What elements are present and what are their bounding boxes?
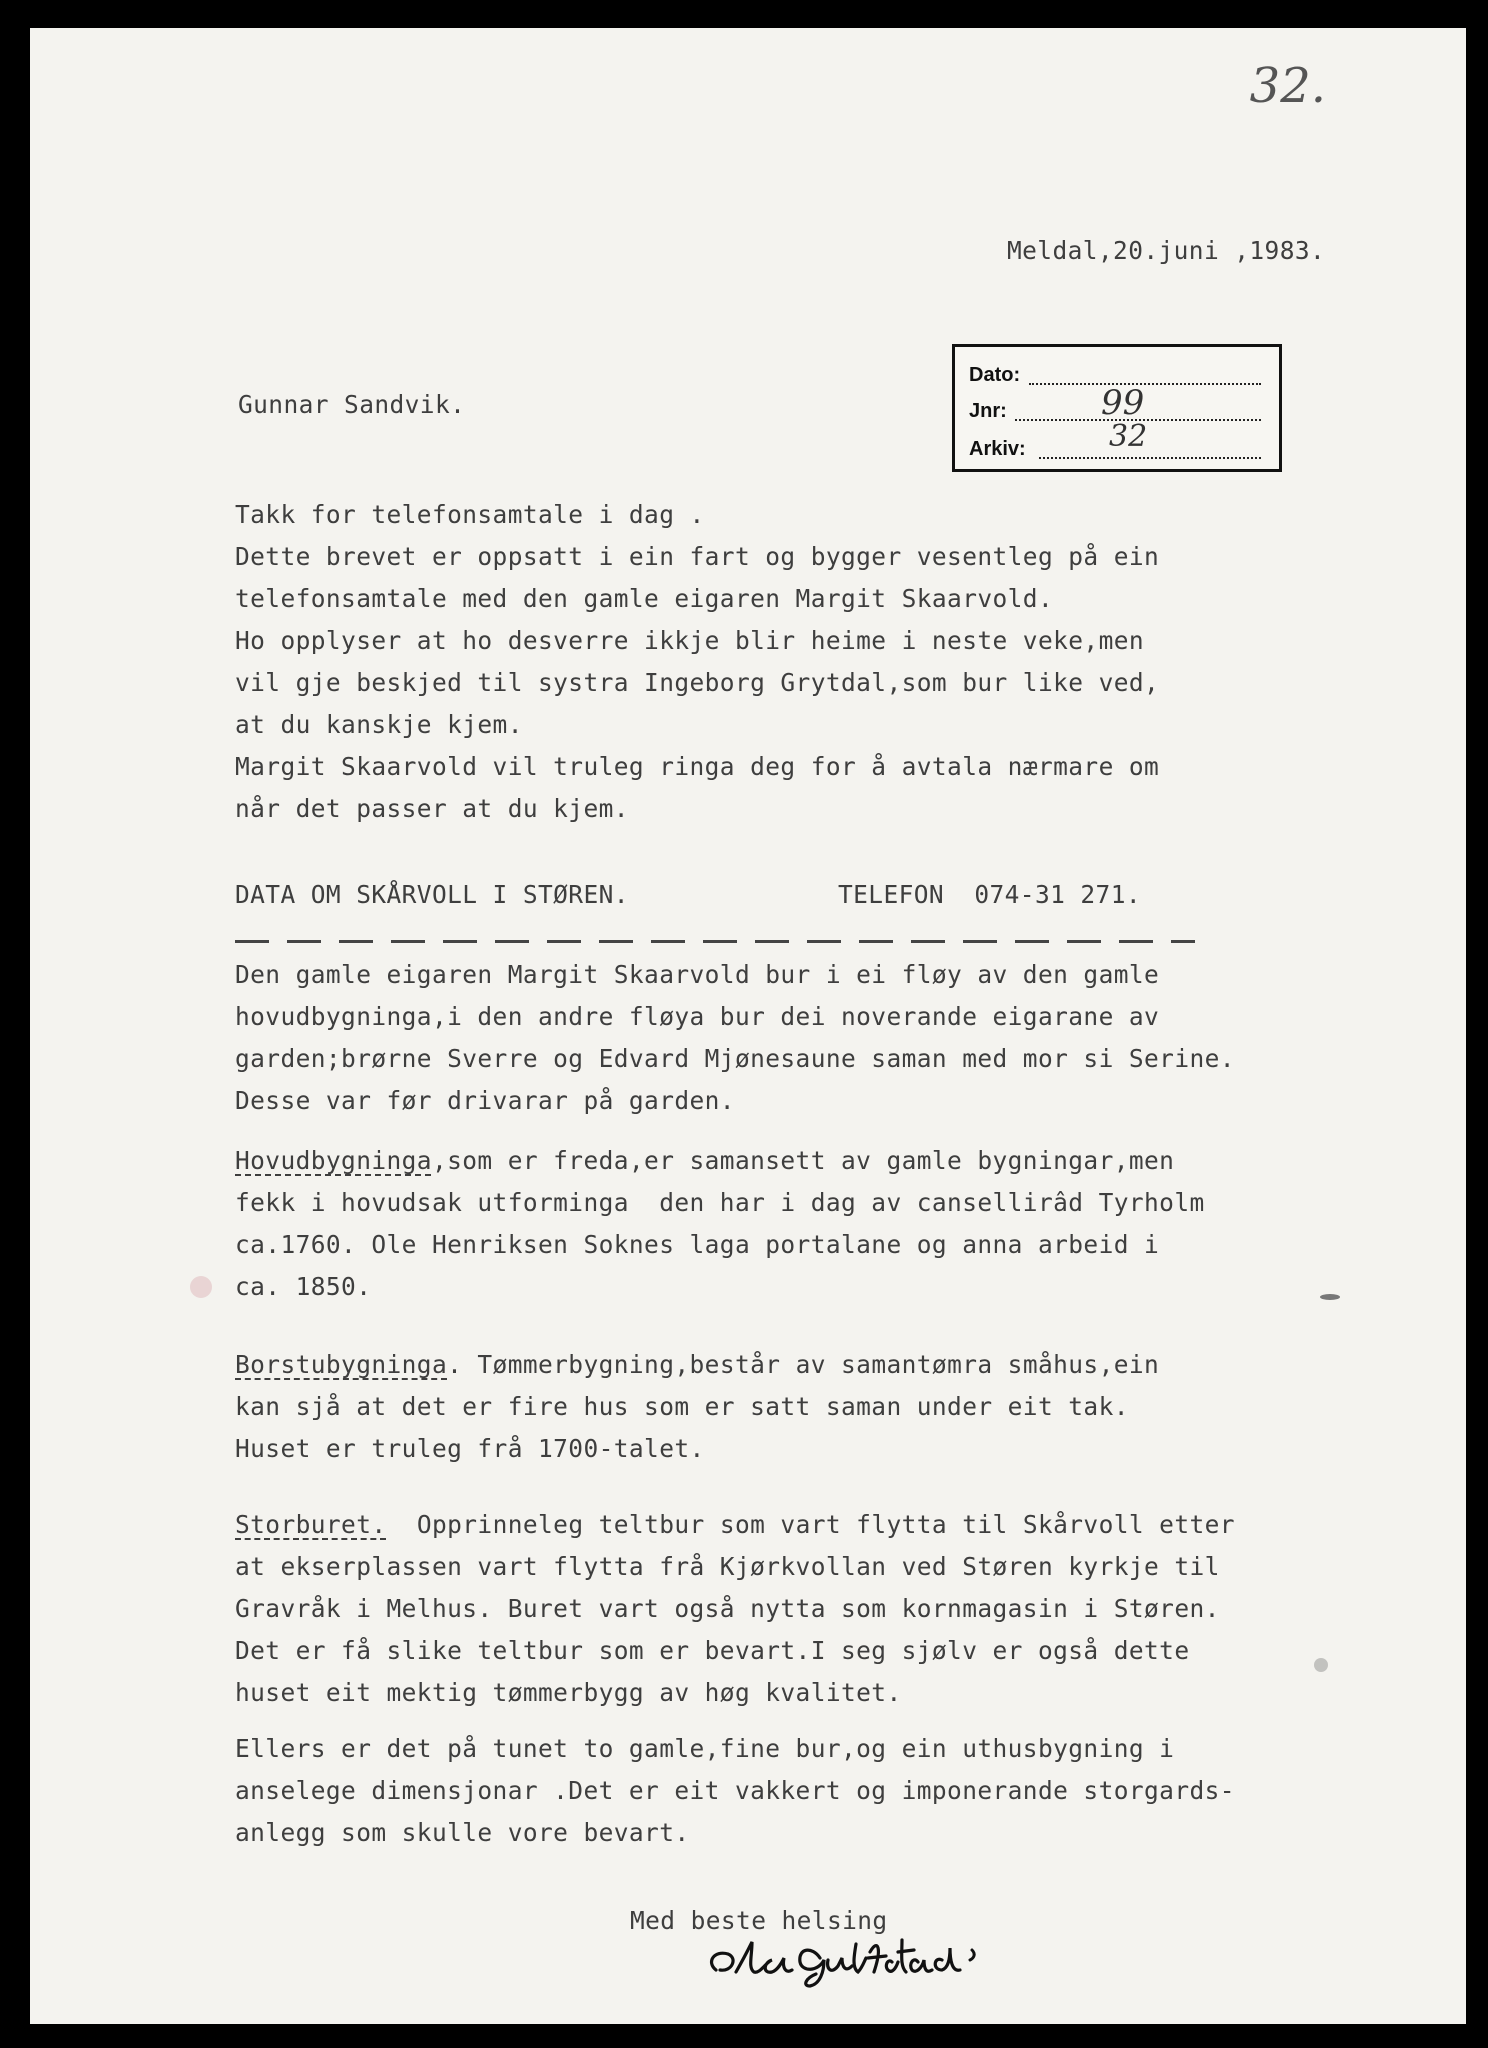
text-line: ca.1760. Ole Henriksen Soknes laga portalane og anna arbeid i bbox=[235, 1230, 1160, 1259]
date-line: Meldal,20.juni ,1983. bbox=[1007, 236, 1326, 265]
section-heading: DATA OM SKÅRVOLL I STØREN. bbox=[235, 880, 629, 909]
paragraph-storburet bbox=[235, 1504, 1235, 1714]
text-line: Huset er truleg frå 1700-talet. bbox=[235, 1434, 705, 1463]
paragraph-owners bbox=[235, 954, 1235, 1122]
text-line bbox=[235, 1504, 1235, 1546]
lead-word-storburet: Storburet. bbox=[235, 1510, 387, 1539]
intro-line: at du kanskje kjem. bbox=[235, 710, 523, 739]
heading-phone: TELEFON 074-31 271. bbox=[838, 880, 1142, 909]
text-line: hovudbygninga,i den andre fløya bur dei noverande eigarane av bbox=[235, 1002, 1160, 1031]
intro-line: Dette brevet er oppsatt i ein fart og bygger vesentleg på ein bbox=[235, 542, 1160, 571]
text-fragment: ,som er freda,er samansett av gamle bygningar,men bbox=[431, 1146, 1175, 1175]
text-line: at ekserplassen vart flytta frå Kjørkvollan ved Støren kyrkje til bbox=[235, 1552, 1220, 1581]
handwritten-signature bbox=[702, 1928, 1042, 1992]
text-line: Ellers er det på tunet to gamle,fine bur,og ein uthusbygning i bbox=[235, 1734, 1175, 1763]
intro-paragraph bbox=[235, 494, 1159, 830]
text-line: anselege dimensjonar .Det er eit vakkert og imponerande storgards- bbox=[235, 1776, 1235, 1805]
stamp-dato-label: Dato: bbox=[969, 364, 1021, 386]
stamp-jnr-label: Jnr: bbox=[969, 400, 1007, 422]
signature-drawing bbox=[702, 1928, 1042, 1992]
stamp-jnr-value: 99 bbox=[1101, 383, 1145, 423]
ink-mark bbox=[1320, 1294, 1340, 1300]
text-line bbox=[235, 1344, 1159, 1386]
text-line: Gravråk i Melhus. Buret vart også nytta som kornmagasin i Støren. bbox=[235, 1594, 1220, 1623]
text-fragment: . Tømmerbygning,består av samantømra småhus,ein bbox=[447, 1350, 1160, 1379]
stamp-arkiv-label: Arkiv: bbox=[969, 438, 1026, 460]
intro-line: telefonsamtale med den gamle eigaren Margit Skaarvold. bbox=[235, 584, 1054, 613]
stamp-arkiv-value: 32 bbox=[1109, 419, 1148, 454]
text-line: huset eit mektig tømmerbygg av høg kvalitet. bbox=[235, 1678, 902, 1707]
archive-stamp bbox=[952, 344, 1282, 472]
intro-line: vil gje beskjed til systra Ingeborg Grytdal,som bur like ved, bbox=[235, 668, 1160, 697]
intro-line: Ho opplyser at ho desverre ikkje blir heime i neste veke,men bbox=[235, 626, 1145, 655]
stain-mark bbox=[190, 1276, 212, 1298]
ink-mark bbox=[1314, 1658, 1328, 1672]
paragraph-hovudbygninga bbox=[235, 1140, 1205, 1308]
text-line: ca. 1850. bbox=[235, 1272, 372, 1301]
text-line: garden;brørne Sverre og Edvard Mjønesaune saman med mor si Serine. bbox=[235, 1044, 1235, 1073]
closing-greeting: Med beste helsing bbox=[630, 1906, 888, 1935]
heading-dashed-rule bbox=[235, 940, 1195, 943]
text-line bbox=[235, 1140, 1205, 1182]
intro-line: Margit Skaarvold vil truleg ringa deg for å avtala nærmare om bbox=[235, 752, 1160, 781]
text-line: Den gamle eigaren Margit Skaarvold bur i ei fløy av den gamle bbox=[235, 960, 1160, 989]
intro-line: når det passer at du kjem. bbox=[235, 794, 629, 823]
text-line: Desse var før drivarar på garden. bbox=[235, 1086, 735, 1115]
recipient: Gunnar Sandvik. bbox=[238, 390, 466, 419]
stamp-dato-line bbox=[1029, 383, 1261, 385]
stamp-arkiv-row bbox=[969, 419, 1269, 463]
stamp-arkiv-line bbox=[1039, 457, 1261, 459]
lead-word-borstubygninga: Borstubygninga bbox=[235, 1350, 448, 1379]
lead-word-hovudbygninga: Hovudbygninga bbox=[235, 1146, 432, 1175]
letter-page bbox=[30, 28, 1466, 2024]
text-line: kan sjå at det er fire hus som er satt saman under eit tak. bbox=[235, 1392, 1129, 1421]
paragraph-borstubygninga bbox=[235, 1344, 1159, 1470]
intro-line: Takk for telefonsamtale i dag . bbox=[235, 500, 705, 529]
text-line: fekk i hovudsak utforminga den har i dag av cansellirâd Tyrholm bbox=[235, 1188, 1205, 1217]
text-line: anlegg som skulle vore bevart. bbox=[235, 1818, 690, 1847]
page-number: 32. bbox=[1249, 58, 1326, 114]
text-fragment: Opprinneleg teltbur som vart flytta til Skårvoll etter bbox=[386, 1510, 1235, 1539]
text-line: Det er få slike teltbur som er bevart.I seg sjølv er også dette bbox=[235, 1636, 1190, 1665]
paragraph-closing-remarks bbox=[235, 1728, 1235, 1854]
